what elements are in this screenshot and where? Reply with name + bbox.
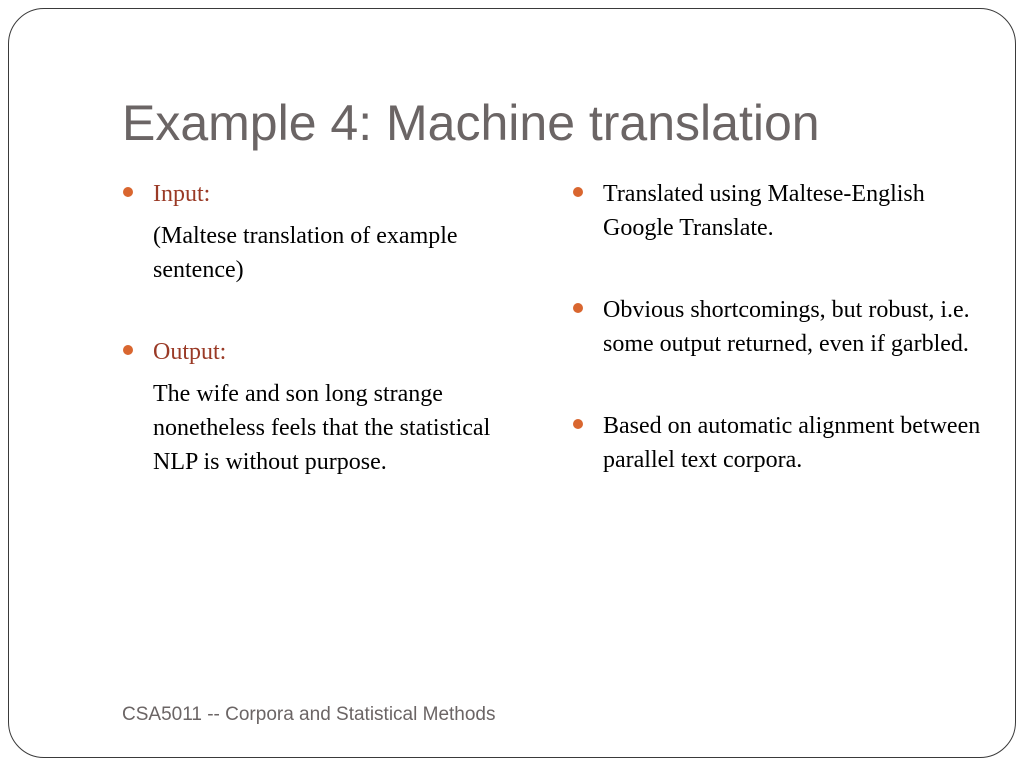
bullet-dot-icon (573, 303, 583, 313)
output-label: Output: (153, 339, 227, 365)
bullet-dot-icon (123, 187, 133, 197)
input-text: (Maltese translation of example sentence) (153, 223, 458, 283)
right-bullet-3 (572, 409, 992, 477)
slide-footer: CSA5011 -- Corpora and Statistical Methods (122, 704, 496, 725)
right-bullet-2 (572, 293, 992, 361)
input-label: Input: (153, 181, 211, 207)
output-text: The wife and son long strange nonetheless feels that the statistical NLP is without purpose. (153, 381, 491, 475)
right-bullet-1 (572, 177, 992, 245)
output-bullet (122, 335, 522, 369)
right-bullet-text: Based on automatic alignment between parallel text corpora. (603, 413, 981, 473)
bullet-dot-icon (573, 419, 583, 429)
right-bullet-text: Obvious shortcomings, but robust, i.e. some output returned, even if garbled. (603, 297, 970, 357)
slide (8, 8, 1016, 758)
input-bullet (122, 177, 522, 211)
slide-title: Example 4: Machine translation (122, 95, 820, 151)
bullet-dot-icon (123, 345, 133, 355)
left-column (122, 177, 522, 479)
right-bullet-text: Translated using Maltese-English Google Translate. (603, 181, 925, 241)
bullet-dot-icon (573, 187, 583, 197)
right-column (572, 177, 992, 477)
